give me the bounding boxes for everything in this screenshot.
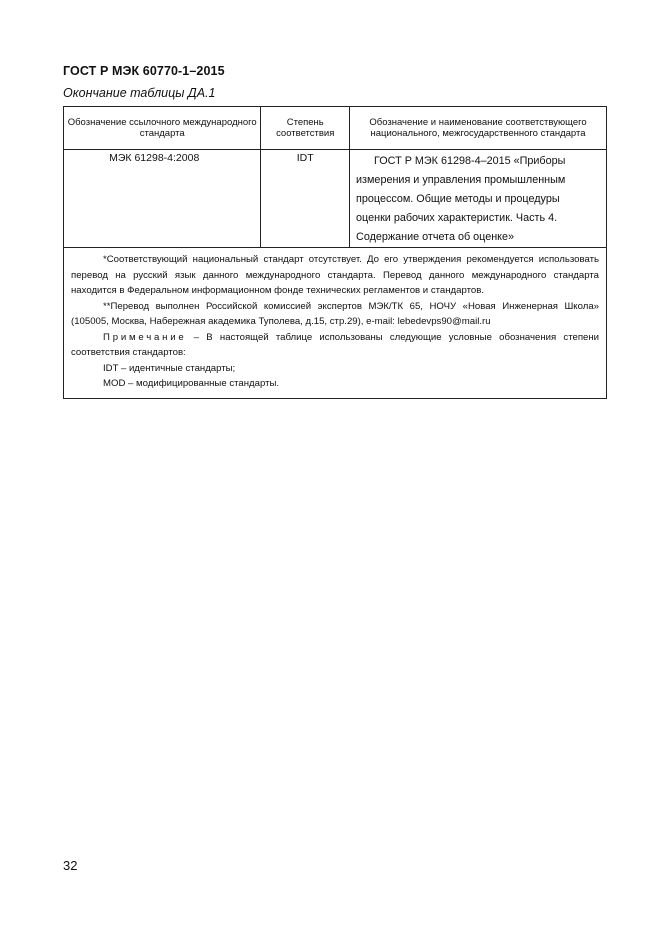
intl-standard-cell: МЭК 61298-4:2008 xyxy=(64,150,261,248)
national-standard-line: Содержание отчета об оценке» xyxy=(356,231,515,243)
footnotes-row xyxy=(64,248,607,399)
national-standard-line: оценки рабочих характеристик. Часть 4. xyxy=(356,212,558,224)
national-standard-line: ГОСТ Р МЭК 61298-4–2015 «Приборы xyxy=(374,155,566,167)
column-header-degree: Степень соответствия xyxy=(261,107,350,150)
column-header-intl-standard: Обозначение ссылочного международного стандарта xyxy=(64,107,261,150)
footnote-2: **Перевод выполнен Российской комиссией экспертов МЭК/ТК 65, НОЧУ «Новая Инженерная Школа» (105005, Москва, Набережная академика Туполева, д.15, стр.29), e-mail: lebedevps90@mail.ru xyxy=(71,300,599,327)
mod-definition: MOD – модифицированные стандарты. xyxy=(103,378,280,389)
table-row xyxy=(64,150,607,248)
note-text: – В настоящей таблице использованы следующие условные обозначения степени соответствия стандартов: xyxy=(71,331,600,358)
page-number: 32 xyxy=(63,858,78,873)
footnotes-cell xyxy=(64,248,607,399)
degree-cell: IDT xyxy=(261,150,350,248)
idt-definition: IDT – идентичные стандарты; xyxy=(103,362,236,374)
note-label: Примечание xyxy=(103,331,187,343)
column-header-national-standard: Обозначение и наименование соответствующего национального, межгосударственного стандарта xyxy=(350,107,607,150)
footnote-1: *Соответствующий национальный стандарт отсутствует. До его утверждения рекомендуется использовать перевод на русский язык данного международного стандарта. Перевод данного международного стандарта находится в Федеральном информационном фонде технических регламентов и стандартов. xyxy=(71,254,599,296)
table-caption: Окончание таблицы ДА.1 xyxy=(63,86,216,100)
national-standard-line: процессом. Общие методы и процедуры xyxy=(356,193,560,205)
standards-table xyxy=(63,106,607,399)
table-header-row xyxy=(64,107,607,150)
note xyxy=(71,330,599,361)
national-standard-cell xyxy=(350,150,607,248)
document-code: ГОСТ Р МЭК 60770-1–2015 xyxy=(63,64,225,78)
national-standard-line: измерения и управления промышленным xyxy=(356,174,566,186)
